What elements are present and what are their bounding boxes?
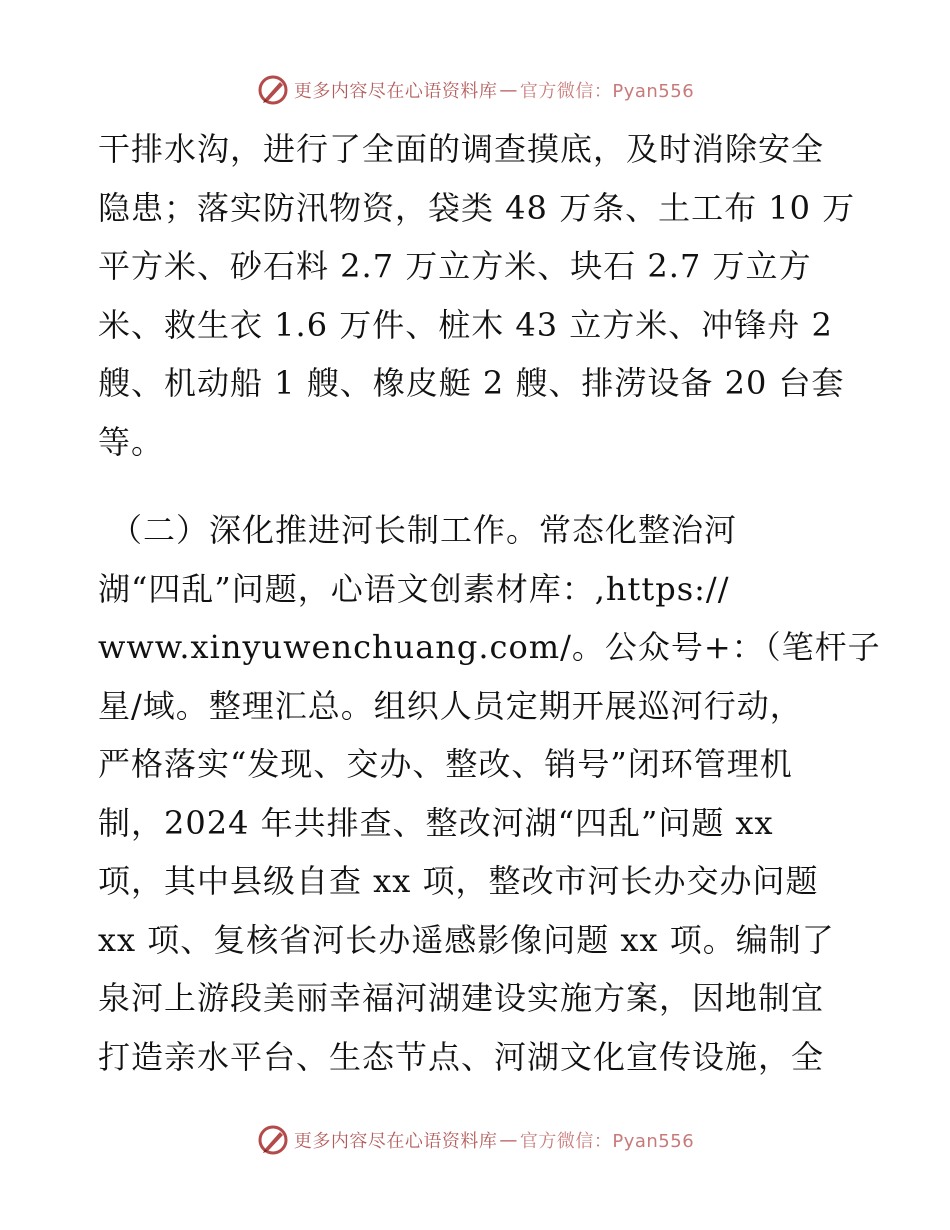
watermark-contact: 官方微信：Pyan556 (519, 1131, 695, 1152)
text-line: xx 项、复核省河长办遥感影像问题 xx 项。编制了 (98, 920, 835, 959)
paragraph-gap (98, 471, 858, 501)
watermark-separator: — (499, 79, 518, 101)
text-line: 平方米、砂石料 2.7 万立方米、块石 2.7 万立方 (98, 247, 812, 285)
pen-logo-icon (256, 1123, 290, 1157)
body-text (98, 120, 881, 1086)
text-line: 米、救生衣 1.6 万件、桩木 43 立方米、冲锋舟 2 (98, 305, 833, 344)
paragraph-1 (98, 120, 858, 471)
section-heading-line: （二）深化推进河长制工作。常态化整治河 (110, 511, 738, 549)
text-line: www.xinyuwenchuang.com/。公众号+：（笔杆子 (98, 628, 881, 666)
paragraph-2 (98, 501, 881, 1086)
text-line: 打造亲水平台、生态节点、河湖文化宣传设施，全 (98, 1037, 825, 1076)
watermark-text: 更多内容尽在心语资料库 (293, 81, 498, 102)
pen-logo-icon (256, 73, 290, 107)
text-line: 严格落实“发现、交办、整改、销号”闭环管理机 (98, 745, 793, 783)
text-line: 制，2024 年共排查、整改河湖“四乱”问题 xx (98, 803, 774, 842)
header-watermark (0, 70, 950, 110)
text-line: 项，其中县级自查 xx 项，整改市河长办交办问题 (98, 862, 819, 900)
text-line: 湖“四乱”问题，心语文创素材库：,https:// (98, 569, 730, 608)
text-line: 艘、机动船 1 艘、橡皮艇 2 艘、排涝设备 20 台套 (98, 364, 845, 402)
text-line: 泉河上游段美丽幸福河湖建设实施方案，因地制宜 (98, 979, 825, 1017)
watermark-contact: 官方微信：Pyan556 (519, 81, 695, 102)
watermark-text: 更多内容尽在心语资料库 (293, 1131, 498, 1152)
text-line: 等。 (98, 422, 165, 461)
footer-watermark (0, 1120, 950, 1160)
watermark-separator: — (499, 1129, 518, 1151)
text-line: 隐患；落实防汛物资，袋类 48 万条、土工布 10 万 (98, 188, 856, 227)
text-line: 星/域。整理汇总。组织人员定期开展巡河行动， (98, 686, 803, 725)
text-line: 干排水沟，进行了全面的调查摸底，及时消除安全 (98, 130, 825, 168)
